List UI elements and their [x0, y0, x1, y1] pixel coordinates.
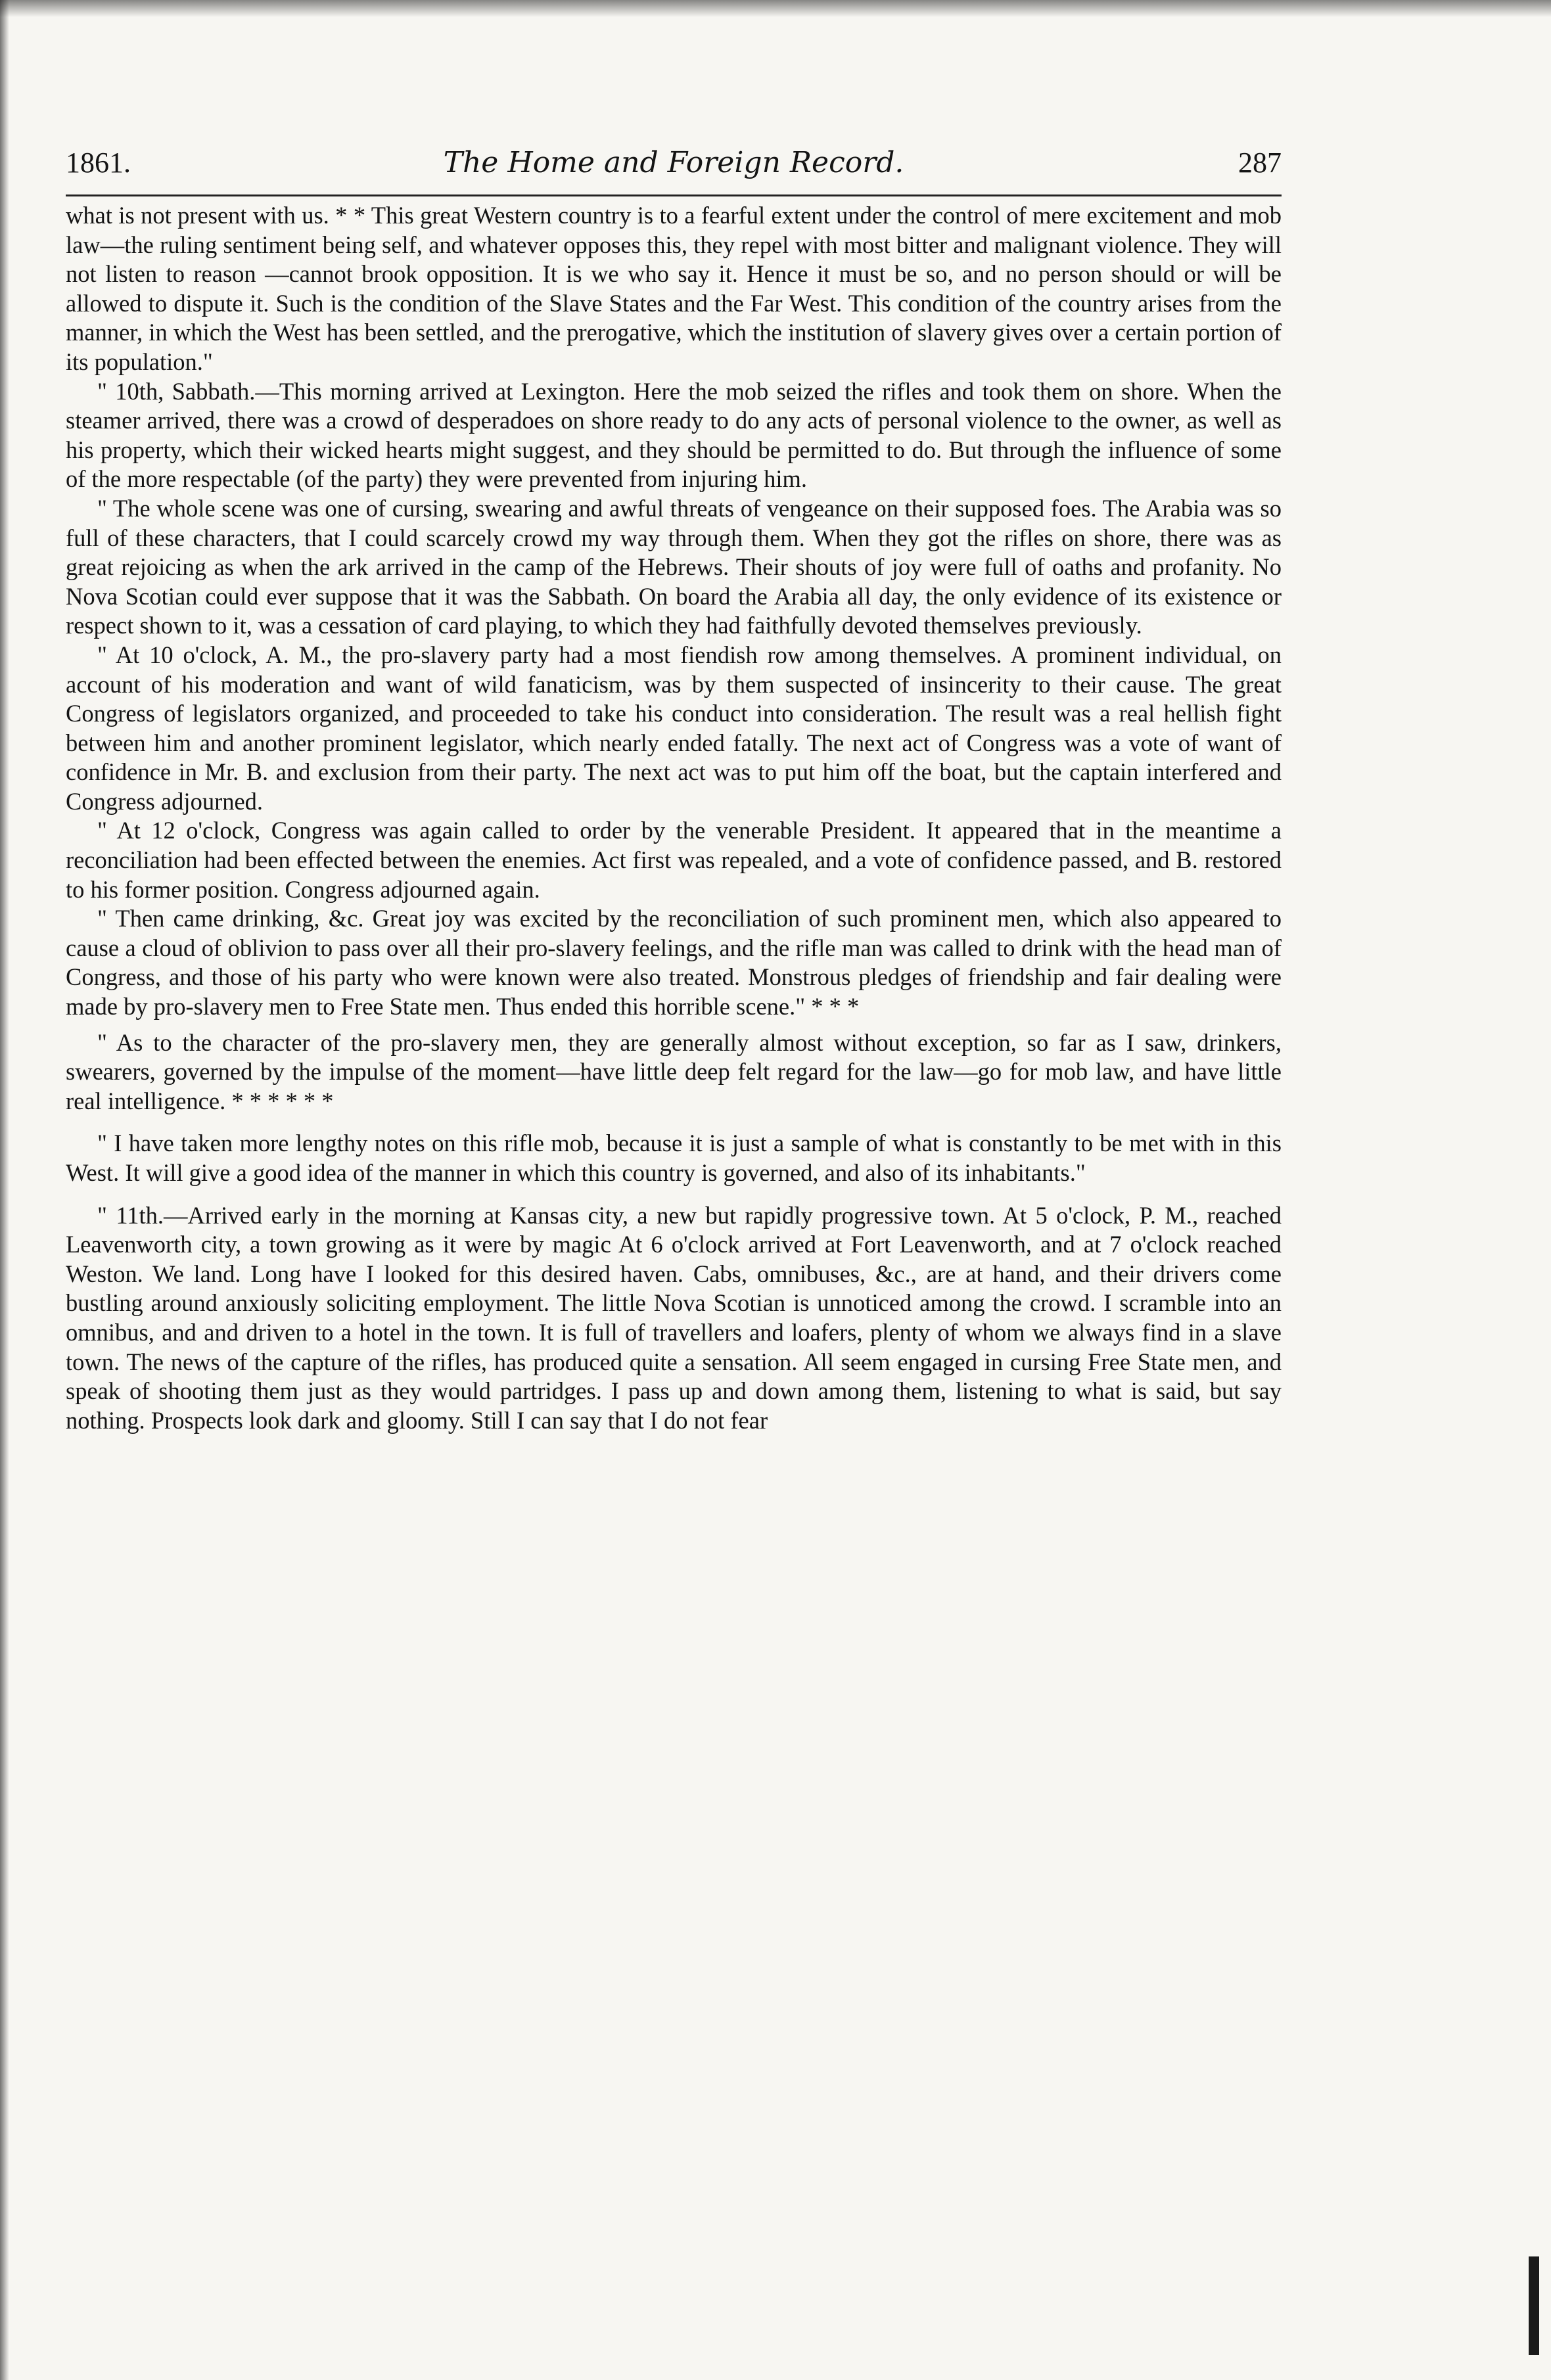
running-header — [66, 146, 1282, 193]
page-number: 287 — [1238, 147, 1282, 179]
paragraph: " At 12 o'clock, Congress was again called to order by the venerable President. It appeared that in the meantime a reconciliation had been effected between the enemies. Act first was repealed, and a vote of confidence passed, and B. restored to his former position. Congress adjourned again. — [66, 817, 1282, 903]
scan-edge-left — [0, 0, 9, 2380]
scan-margin-mark — [1529, 2256, 1539, 2355]
paragraph: what is not present with us. * * This great Western country is to a fearful extent under the control of mere excitement and mob law—the ruling sentiment being self, and whatever opposes this, they repel with most bitter and malignant violence. They will not listen to reason —cannot brook opposition. It is we who say it. Hence it must be so, and no person should or will be allowed to dispute it. Such is the condition of the Slave States and the Far West. This condition of the country arises from the manner, in which the West has been settled, and the prerogative, which the institution of slavery gives over a certain portion of its population." — [66, 202, 1282, 375]
journal-title: The Home and Foreign Record. — [443, 146, 904, 179]
article-body — [66, 201, 1282, 1435]
paragraph: " I have taken more lengthy notes on this rifle mob, because it is just a sample of what is constantly to be met with in this West. It will give a good idea of the manner in which this country is governed, and also of its inhabitants." — [66, 1130, 1282, 1186]
scan-edge-top — [0, 0, 1551, 17]
header-year: 1861. — [66, 147, 131, 179]
paragraph: " 11th.—Arrived early in the morning at Kansas city, a new but rapidly progressive town. At 5 o'clock, P. M., reached Leavenworth city, a town growing as it were by magic At 6 o'clock arrived at Fort Leavenworth, and at 7 o'clock reached Weston. We land. Long have I looked for this desired haven. Cabs, omnibuses, &c., are at hand, and their drivers come bustling around anxiously soliciting employment. The little Nova Scotian is unnoticed among the crowd. I scramble into an omnibus, and and driven to a hotel in the town. It is full of travellers and loafers, plenty of whom we always find in a slave town. The news of the capture of the rifles, has produced quite a sensation. All seem engaged in cursing Free State men, and speak of shooting them just as they would partridges. I pass up and down among them, listening to what is said, but say nothing. Prospects look dark and gloomy. Still I can say that I do not fear — [66, 1201, 1282, 1434]
paragraph: " Then came drinking, &c. Great joy was excited by the reconciliation of such prominent men, which also appeared to cause a cloud of oblivion to pass over all their pro-slavery feelings, and the rifle man was called to drink with the head man of Congress, and those of his party who were known were also treated. Monstrous pledges of friendship and fair dealing were made by pro-slavery men to Free State men. Thus ended this horrible scene." * * * — [66, 905, 1282, 1020]
paragraph: " As to the character of the pro-slavery men, they are generally almost without exception, so far as I saw, drinkers, swearers, governed by the impulse of the moment—have little deep felt regard for the law—go for mob law, and have little real intelligence. * * * * * * — [66, 1028, 1282, 1114]
paragraph: " 10th, Sabbath.—This morning arrived at Lexington. Here the mob seized the rifles and took them on shore. When the steamer arrived, there was a crowd of desperadoes on shore ready to do any acts of personal violence to the owner, as well as his property, which their wicked hearts might suggest, and they should be permitted to do. But through the influence of some of the more respectable (of the party) they were prevented from injuring him. — [66, 377, 1282, 493]
header-rule — [66, 195, 1282, 196]
paragraph: " The whole scene was one of cursing, swearing and awful threats of vengeance on their supposed foes. The Arabia was so full of these characters, that I could scarcely crowd my way through them. When they got the rifles on shore, there was as great rejoicing as when the ark arrived in the camp of the Hebrews. Their shouts of joy were full of oaths and profanity. No Nova Scotian could ever suppose that it was the Sabbath. On board the Arabia all day, the only evidence of its existence or respect shown to it, was a cessation of card playing, to which they had faithfully devoted themselves previously. — [66, 494, 1282, 639]
paragraph: " At 10 o'clock, A. M., the pro-slavery party had a most fiendish row among themselves. A prominent individual, on account of his moderation and want of wild fanaticism, was by them suspected of insincerity to their cause. The great Congress of legislators organized, and proceeded to take his conduct into consideration. The result was a real hellish fight between him and another prominent legislator, which nearly ended fatally. The next act of Congress was a vote of want of confidence in Mr. B. and exclusion from their party. The next act was to put him off the boat, but the captain interfered and Congress adjourned. — [66, 641, 1282, 815]
